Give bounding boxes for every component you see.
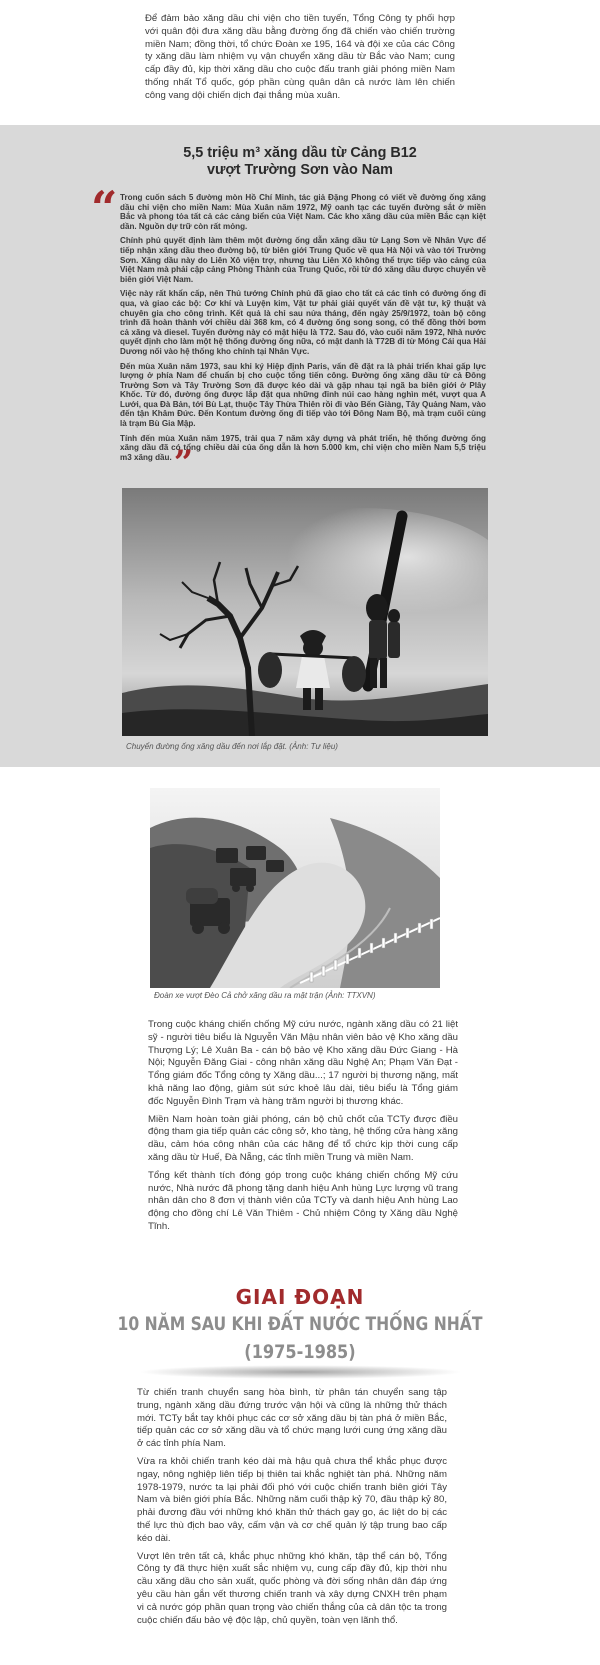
close-quote-icon: ” [173, 442, 194, 483]
middle-paragraph: Tổng kết thành tích đóng góp trong cuộc kháng chiến chống Mỹ cứu nước, Nhà nước đã phong tặng danh hiệu Anh hùng Lực lượng vũ trang nhân dân cho 8 đơn vị thành viên của TCTy và danh hiệu Anh hùng Lao động cho đồng chí Lê Văn Thiêm - Chủ nhiệm Công ty Xăng dầu Nghệ Tĩnh. [148, 1169, 458, 1232]
highlight-title-line2: vượt Trường Sơn vào Nam [207, 162, 393, 178]
post-paragraph: Vượt lên trên tất cả, khắc phục những khó khăn, tập thể cán bộ, Tổng Công ty đã thực hiện xuất sắc nhiệm vụ, cung cấp đầy đủ, kịp thời nhu cầu xăng dầu cho sản xuất, quốc phòng và đời sống nhân dân đáp ứng yêu cầu hàn gắn vết thương chiến tranh và xây dựng CNXH trên phạm vi cả nước góp phần quan trọng vào chiến thắng của cả dân tộc ta trong cuộc chiến đấu bảo vệ độc lập, chủ quyền, toàn vẹn lãnh thổ. [137, 1550, 447, 1626]
open-quote-icon: “ [91, 181, 118, 235]
stage-title: 10 NĂM SAU KHI ĐẤT NƯỚC THỐNG NHẤT [117, 1313, 483, 1335]
middle-section [148, 1019, 458, 1234]
convoy-photo [150, 788, 440, 988]
stage-label: GIAI ĐOẠN [235, 1285, 365, 1309]
post-war-section [137, 1387, 447, 1627]
stage-years: (1975-1985) [244, 1341, 356, 1363]
convoy-photo-caption: Đoàn xe vượt Đèo Cả chở xăng dầu ra mặt trận (Ảnh: TTXVN) [154, 991, 376, 1000]
quote-paragraph-text: Tính đến mùa Xuân năm 1975, trải qua 7 năm xây dựng và phát triển, hệ thống đường ống xăng dầu đã có tổng chiều dài của ống dẫn là hơn 5.000 km, chi viện cho miền Nam 5,5 triệu m3 xăng dầu. [120, 433, 486, 462]
quote-paragraph: Đến mùa Xuân năm 1973, sau khi ký Hiệp định Paris, vấn đề đặt ra là phải triển khai gấp lực lượng ở phía Nam để chuẩn bị cho cuộc tổng tiến công. Đường ống xăng dầu từ cả Đông Trường Sơn và Tây Trường Sơn đã được kéo dài và gặp nhau tại ngã ba biên giới ở Plây Khốc. Từ đó, đường ống được lắp đặt qua những đỉnh núi cao hàng nghìn mét, vượt qua A Lưới, qua Đà Bản, tới Bù Lạt, thuộc Tây Thừa Thiên rồi đi vào Bến Giàng, Tây Quảng Nam, vào đến tận Khâm Đức. Đến Kontum đường ống đi tiếp vào tới Đông Nam Bộ, mà trạm cuối cùng là trạm Bù Gia Mập. [120, 361, 486, 429]
middle-paragraph: Miền Nam hoàn toàn giải phóng, cán bộ chủ chốt của TCTy được điều động tham gia tiếp quản các công sở, kho tàng, hệ thống cửa hàng xăng dầu, cảm hóa công nhân của các hãng để tổ chức kịp thời cung cấp xăng dầu từ Huế, Đà Nẵng, các tỉnh miền Trung và miền Nam. [148, 1113, 458, 1163]
highlight-box [0, 125, 600, 767]
middle-paragraph: Trong cuộc kháng chiến chống Mỹ cứu nước, ngành xăng dầu có 21 liệt sỹ - người tiêu biểu là Nguyễn Văn Mậu nhân viên bảo vệ Kho xăng dầu Thượng Lý; Lê Xuân Ba - cán bộ bảo vệ Kho xăng dầu Đức Giang - Hà Nội; Nguyễn Đăng Giai - công nhân xăng dầu Nghệ An; Phạm Văn Đạt - Tổng giám đốc Tổng công ty Xăng dầu...; 17 người bị thương nặng, mất khả năng lao động, giảm sút sức khoẻ lâu dài, tiêu biểu là Tổng giám đốc Nguyễn Đình Trạm và hàng trăm người bị thương khác. [148, 1019, 458, 1107]
pipeline-photo-caption: Chuyển đường ống xăng dầu đến nơi lắp đặt. (Ảnh: Tư liệu) [126, 742, 338, 751]
pipeline-photo [122, 488, 488, 736]
quote-body [120, 193, 486, 483]
post-paragraph: Vừa ra khỏi chiến tranh kéo dài mà hậu quả chưa thể khắc phục được ngay, nông nghiệp liên tiếp bị thiên tai khắc nghiệt tàn phá. Những năm 1978-1979, nước ta lại phải đối phó với cuộc chiến tranh biên giới Tây Nam và biên giới phía Bắc. Những năm cuối thập kỷ 70, đầu thập kỷ 80, phải đương đầu với những khó khăn thử thách gay go, ác liệt do bị các thế lực thù địch bao vây, cấm vận và cơ chế quản lý tập trung bao cấp kéo dài. [137, 1455, 447, 1544]
highlight-title [0, 145, 600, 179]
post-paragraph: Từ chiến tranh chuyển sang hòa bình, từ phân tán chuyển sang tập trung, ngành xăng dầu đứng trước vận hội và cũng là những thử thách mới. TCTy bắt tay khôi phục các cơ sở xăng dầu bị tàn phá ở miền Bắc, tiếp quản các cơ sở xăng dầu và tổ chức mạng lưới cung ứng xăng dầu ở các tỉnh phía Nam. [137, 1387, 447, 1450]
quote-paragraph: Trong cuốn sách 5 đường mòn Hồ Chí Minh, tác giả Đặng Phong có viết về đường ống xăng dầu chi viện cho miền Nam: Mùa Xuân năm 1972, Mỹ oanh tạc các tuyến đường sắt ở miền Bắc và phong tỏa tất cả các cảng biển của Việt Nam. Các kho xăng dầu của miền Bắc cạn kiệt dần. Nguồn dự trữ còn rất mỏng. [120, 193, 486, 231]
quote-paragraph: Chính phủ quyết định làm thêm một đường ống dẫn xăng dầu từ Lạng Sơn về Nhân Vực để tiếp nhận xăng dầu theo đường bộ, từ biên giới Trung Quốc về qua Hà Nội và vào tới Trường Sơn. Xăng dầu này do Liên Xô viện trợ, nhưng tàu Liên Xô không thể trực tiếp vào cảng của Việt Nam mà phải cập cảng Phòng Thành của Trung Quốc, rồi từ đó xăng dầu được chuyển về biên giới Việt Nam. [120, 236, 486, 284]
intro-paragraph: Để đảm bảo xăng dầu chi viện cho tiền tuyến, Tổng Công ty phối hợp với quân đội đưa xăng dầu bằng đường ống đã chiến vào chiến trường miền Nam; đồng thời, tổ chức Đoàn xe 195, 164 và đội xe của các Công ty xăng dầu làm nhiệm vụ vận chuyển xăng dầu từ Bắc vào Nam; cung cấp đầy đủ, kịp thời xăng dầu cho cuộc đấu tranh giải phóng miền Nam thống nhất Tổ quốc, góp phần cùng quân dân cả nước làm lên chiến công vang dội chiến dịch đại thắng mùa xuân. [145, 13, 455, 101]
intro-section [145, 13, 455, 103]
quote-paragraph: Việc này rất khẩn cấp, nên Thủ tướng Chính phủ đã giao cho tất cả các tỉnh có đường ống đi qua, và giao các bộ: Cơ khí và Luyện kim, Vật tư phải giải quyết vấn đề vật tư, kỹ thuật và chuyên gia cho công trình. Kết quả là chỉ sau nửa tháng, đến ngày 25/9/1972, toàn bộ công trình đã hoàn thành với chiều dài 368 km, có 4 đường ống song song, có thể đồng thời bơm cả xăng và diesel. Tuyến đường này có mật hiệu là T72. Sau đó, vào cuối năm 1972, Nhà nước quyết định cho làm một hệ thống đường ống nữa, có mật danh là T72B đi từ Móng Cái qua Hải Dương nối vào hệ thống kho chính tại Nhân Vực. [120, 289, 486, 356]
stage-divider-shadow [138, 1365, 463, 1379]
stage-heading [0, 1284, 600, 1365]
quote-paragraph-last [120, 433, 486, 483]
highlight-title-line1: 5,5 triệu m³ xăng dầu từ Cảng B12 [183, 145, 417, 161]
